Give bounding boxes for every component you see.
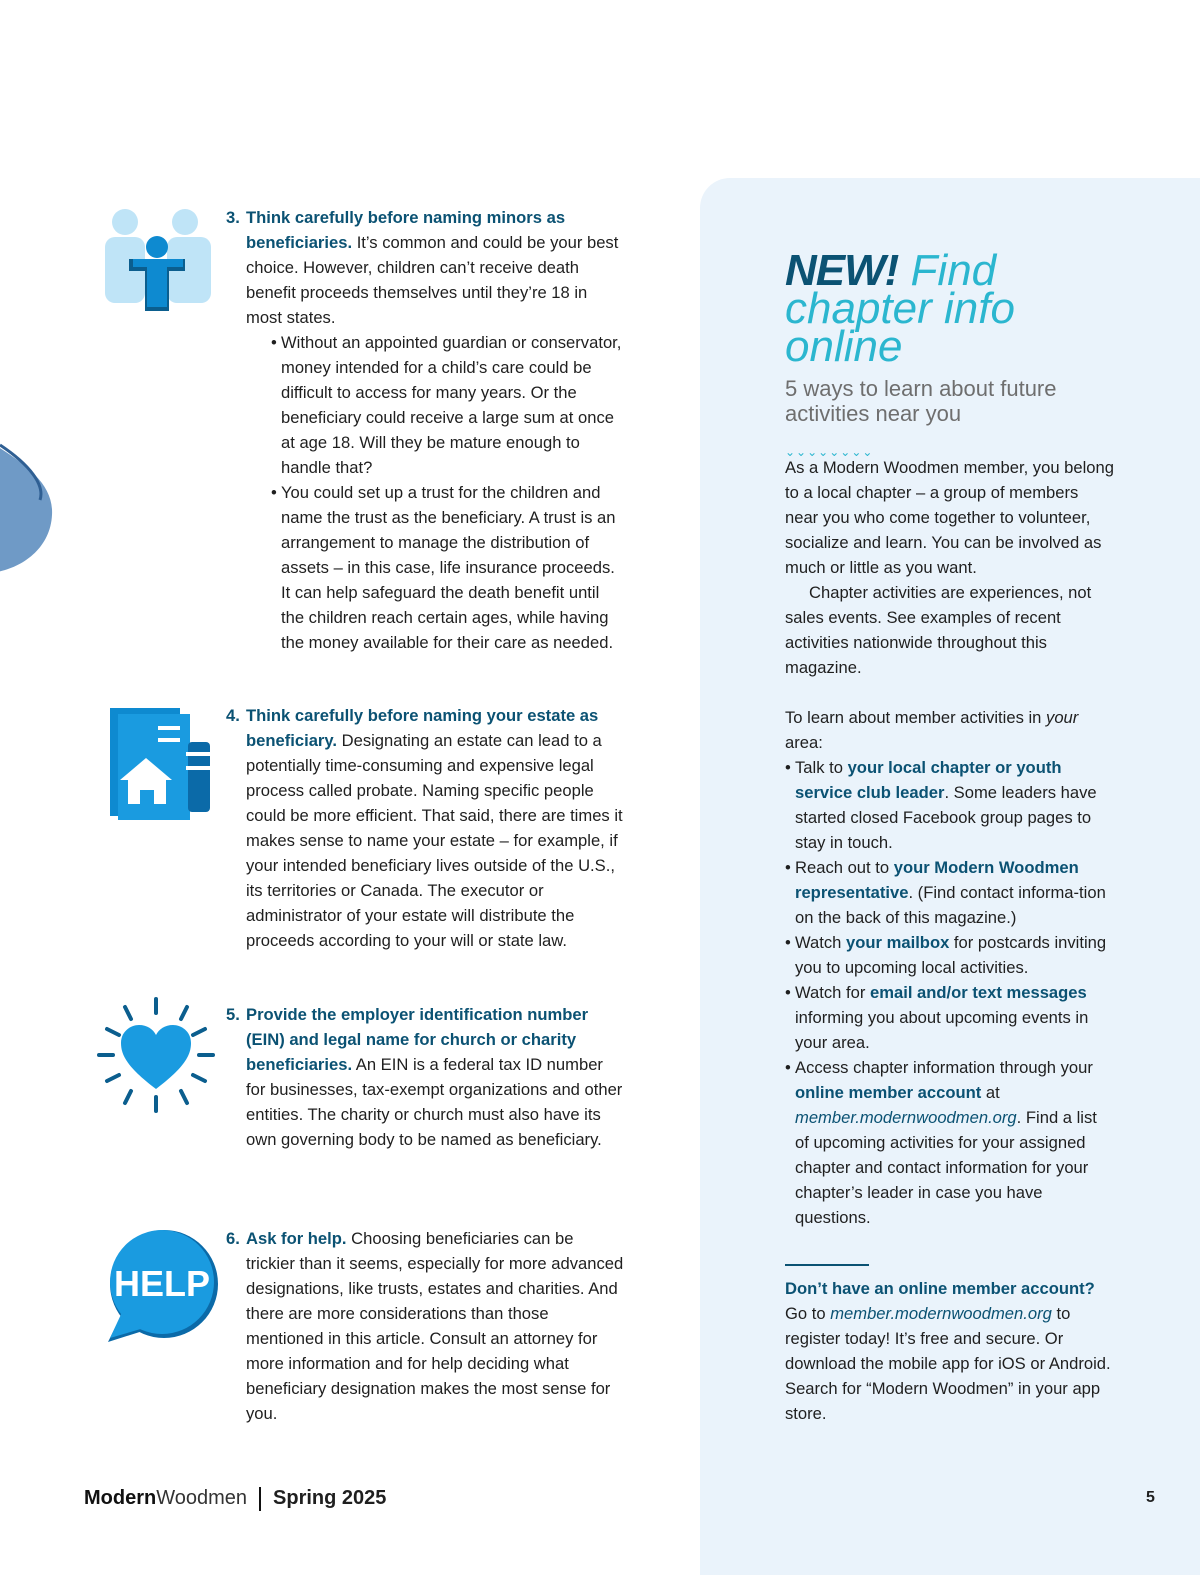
item-body: Choosing beneficiaries can be trickier than it seems, especially for more advanced designations, like trusts, estates and charities. And there are more considerations than those mentioned in this article. Consult an attorney for more information and for help deciding what beneficiary designation makes the most sense for you.: [246, 1229, 624, 1423]
item-number: 6.: [226, 1229, 240, 1248]
help-icon-label: HELP: [113, 1263, 211, 1304]
estate-document-icon: [110, 708, 220, 820]
sidebar-learn-text: To learn about member activities in: [785, 708, 1047, 727]
list-item: • You could set up a trust for the children and name the trust as the beneficiary. A trust is an arrangement to manage the distribution of assets – in this case, life insurance proceeds. It can help safeguard the death benefit until the children reach certain ages, while having the money available for their care as needed.: [271, 480, 626, 655]
item-body: Designating an estate can lead to a potentially time-consuming and expensive legal process called probate. Naming specific people could be more efficient. That said, there are times it makes sense to name your estate – for example, if your intended beneficiary lives outside of the U.S., its territories or Canada. The executor or administrator of your estate will distribute the proceeds according to your will or state law.: [246, 731, 623, 950]
sidebar-heading: [785, 246, 1115, 465]
divider-rule: [785, 1264, 869, 1266]
bullet-text: . Find a list of upcoming activities for your assigned chapter and contact information for your chapter’s leader in case you have questions.: [795, 1108, 1097, 1227]
new-label: NEW!: [785, 246, 899, 295]
list-item: [785, 980, 1115, 1055]
item-body: It’s common and could be your best choice. However, children can’t receive death benefit proceeds themselves until they’re 18 in most states.: [246, 233, 619, 327]
sidebar-ways-list: [785, 755, 1115, 1230]
bullet-text: Watch for: [795, 983, 870, 1002]
member-site-link[interactable]: member.modernwoodmen.org: [795, 1108, 1017, 1127]
footer: [84, 1485, 386, 1511]
bullet-text: Reach out to: [795, 858, 894, 877]
cta-text-start: Go to: [785, 1304, 831, 1323]
heart-icon: [97, 997, 215, 1113]
bullet-highlight: your local chapter or youth service club leader: [795, 758, 1062, 802]
bullet-highlight: your Modern Woodmen representative: [795, 858, 1079, 902]
item-paragraph: [246, 703, 626, 953]
item-paragraph: [246, 1226, 626, 1426]
sidebar-subtitle: 5 ways to learn about future activities near you: [785, 376, 1057, 426]
item-3: [226, 205, 626, 655]
footer-separator: [259, 1487, 261, 1511]
item-lead: Provide the employer identification number (EIN) and legal name for church or charity beneficiaries.: [246, 1005, 589, 1074]
bullet-text: for postcards inviting you to upcoming local activities.: [795, 933, 1107, 977]
bullet-text: Access chapter information through your: [795, 1058, 1093, 1077]
family-icon: [103, 207, 213, 311]
cta-heading: Don’t have an online member account?: [785, 1279, 1095, 1298]
cta-text-end: to register today! It’s free and secure. Or download the mobile app for iOS or Android. Search for “Modern Woodmen” in your app store.: [785, 1304, 1111, 1423]
list-item: [785, 1055, 1115, 1230]
item-6: [226, 1226, 626, 1426]
page-number: 5: [1146, 1489, 1155, 1506]
register-link[interactable]: member.modernwoodmen.org: [830, 1304, 1052, 1323]
bullet-highlight: online member account: [795, 1083, 982, 1102]
item-lead: Think carefully before naming your estate as beneficiary.: [246, 706, 599, 750]
brand-bold: Modern: [84, 1487, 157, 1509]
item-4: [226, 703, 626, 953]
list-item: [785, 855, 1115, 930]
list-item: [785, 930, 1115, 980]
decorative-blob-shape: [0, 405, 55, 575]
sidebar-learn: [785, 705, 1115, 755]
bullet-highlight: your mailbox: [846, 933, 950, 952]
item-lead: Ask for help.: [246, 1229, 347, 1248]
item-paragraph: [246, 1002, 626, 1152]
item-number: 3.: [226, 208, 240, 227]
bullet-text: Talk to: [795, 758, 848, 777]
sidebar-body: [785, 455, 1115, 1230]
help-bubble-icon: [106, 1230, 220, 1342]
item-bullets: [226, 330, 626, 655]
sidebar-title-text: Find chapter info online: [785, 246, 1015, 371]
bullet-text: at: [981, 1083, 1000, 1102]
item-body: An EIN is a federal tax ID number for businesses, tax-exempt organizations and other entities. The charity or church must also have its own governing body to be named as beneficiary.: [246, 1055, 623, 1149]
list-item: • Without an appointed guardian or conservator, money intended for a child’s care could be difficult to access for many years. Or the beneficiary could receive a large sum at once at age 18. Will they be mature enough to handle that?: [271, 330, 626, 480]
issue-season: Spring 2025: [273, 1487, 387, 1509]
sidebar-title: [785, 246, 1115, 371]
cta-text: [785, 1301, 1115, 1426]
sidebar-intro-2: Chapter activities are experiences, not sales events. See examples of recent activities nationwide throughout this magazine.: [785, 583, 1092, 677]
chevron-divider-icon: ⌄⌄⌄⌄⌄⌄⌄⌄: [785, 445, 874, 459]
bullet-text: informing you about upcoming events in your area.: [795, 1008, 1089, 1052]
item-paragraph: [246, 205, 626, 330]
bullet-text: . Some leaders have started closed Facebook group pages to stay in touch.: [795, 783, 1097, 852]
sidebar-cta: [785, 1276, 1115, 1426]
bullet-text: . (Find contact informa-tion on the back of this magazine.): [795, 883, 1106, 927]
sidebar-learn-text-end: area:: [785, 733, 823, 752]
bullet-text: Watch: [795, 933, 847, 952]
sidebar-learn-emphasis: your: [1046, 708, 1079, 727]
item-number: 4.: [226, 706, 240, 725]
item-5: [226, 1002, 626, 1152]
bullet-highlight: email and/or text messages: [870, 983, 1087, 1002]
item-lead: Think carefully before naming minors as beneficiaries.: [246, 208, 566, 252]
list-item: [785, 755, 1115, 855]
brand-light: Woodmen: [156, 1487, 248, 1509]
sidebar-intro: As a Modern Woodmen member, you belong to a local chapter – a group of members near you who come together to volunteer, socialize and learn. You can be involved as much or little as you want.: [785, 458, 1114, 577]
item-number: 5.: [226, 1005, 240, 1024]
